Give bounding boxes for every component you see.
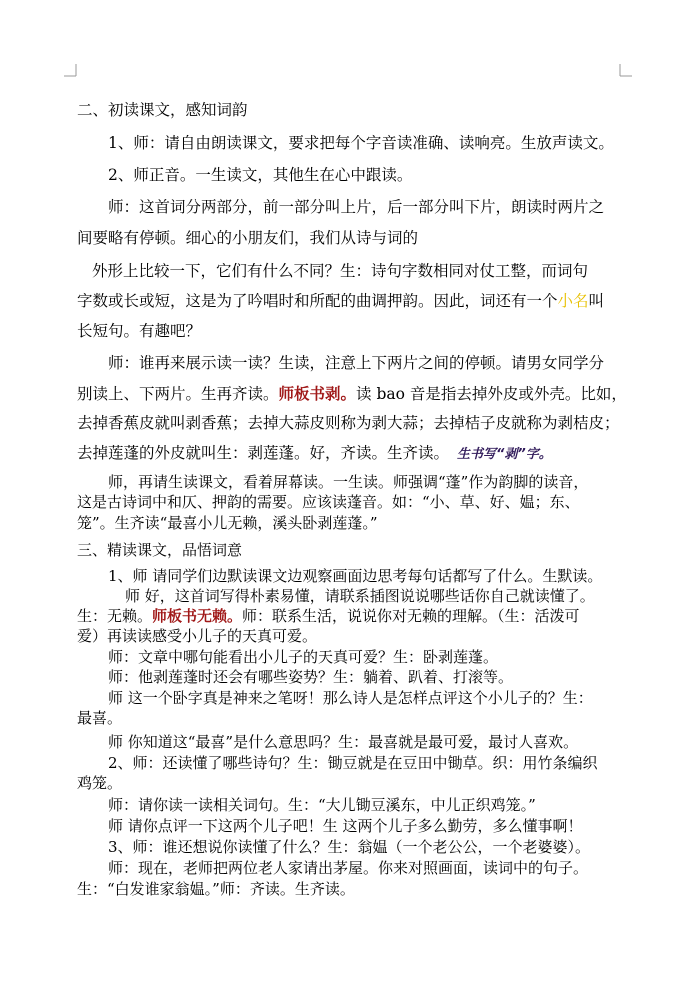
- line-text: 师：联系生活，说说你对无赖的理解。（生：活泼可: [242, 607, 580, 625]
- line-text: 别读上、下两片。生再齐读。: [77, 385, 279, 403]
- paragraph-line: 3、师：谁还想说你读懂了什么？生：翁媪（一个老公公，一个老婆婆）。: [108, 838, 591, 856]
- paragraph-line: 师：这首词分两部分，前一部分叫上片，后一部分叫下片，朗读时两片之: [108, 198, 605, 216]
- paragraph-line: 师：他剥莲蓬时还会有哪些姿势？生：躺着、趴着、打滚等。: [108, 668, 514, 686]
- paragraph-line: 师：文章中哪句能看出小儿子的天真可爱？生：卧剥莲蓬。: [108, 648, 499, 666]
- paragraph-line: 2、师正音。一生读文，其他生在心中跟读。: [108, 166, 413, 184]
- paragraph-line: 长短句。有趣吧？: [77, 322, 202, 340]
- paragraph-line: 外形上比较一下，它们有什么不同？生：诗句字数相同对仗工整，而词句: [92, 262, 589, 280]
- paragraph-line: 师，再请生读课文，看着屏幕读。一生读。师强调“蓬”作为韵脚的读音，: [108, 473, 589, 491]
- line-text: 读 bao 音是指去掉外皮或外壳。比如，: [356, 385, 627, 403]
- paragraph-line: 1、师：请自由朗读课文，要求把每个字音读准确、读响亮。生放声读文。: [108, 134, 614, 152]
- paragraph-line: 去掉香蕉皮就叫剥香蕉；去掉大蒜皮则称为剥大蒜；去掉桔子皮就称为剥桔皮；: [77, 414, 620, 432]
- line-text: 字数或长或短，这是为了吟唱时和所配的曲调押韵。因此，词还有一个: [77, 292, 558, 310]
- paragraph-line: 2、师：还读懂了哪些诗句？生：锄豆就是在豆田中锄草。织：用竹条编织: [108, 754, 598, 772]
- paragraph-line: 间要略有停顿。细心的小朋友们，我们从诗与词的: [77, 229, 419, 247]
- paragraph-line: 师 好，这首词写得朴素易懂，请联系插图说说哪些话你自己就读懂了。: [125, 587, 595, 605]
- paragraph-line: [77, 292, 604, 311]
- board-note: 师板书剥。: [278, 384, 357, 403]
- line-text: 去掉莲蓬的外皮就叫生：剥莲蓬。好，齐读。生齐读。: [77, 444, 450, 462]
- paragraph-line: 师 你知道这“最喜”是什么意思吗？生：最喜就是最可爱，最讨人喜欢。: [108, 733, 579, 751]
- paragraph-line: 最喜。: [77, 709, 123, 727]
- paragraph-line: 师 请你点评一下这两个儿子吧！生 这两个儿子多么勤劳，多么懂事啊！: [108, 817, 583, 835]
- paragraph-line: [77, 384, 627, 404]
- section-heading-2: 三、精读课文，品悟词意: [77, 541, 243, 559]
- highlight-text: 小名: [557, 292, 589, 310]
- paragraph-line: 师 这一个卧字真是神来之笔呀！那么诗人是怎样点评这个小儿子的？生：: [108, 689, 593, 707]
- paragraph-line: 师：请你读一读相关词句。生：“大儿锄豆溪东，中儿正织鸡笼。”: [108, 796, 536, 814]
- paragraph-line: [77, 607, 580, 625]
- handwriting-note: 生书写“剥”字。: [457, 447, 552, 462]
- line-text: 生：无赖。: [77, 607, 153, 625]
- paragraph-line: 师：现在，老师把两位老人家请出茅屋。你来对照画面，读词中的句子。: [108, 859, 589, 877]
- board-note: 师板书无赖。: [152, 607, 243, 625]
- line-text: 叫: [588, 292, 605, 310]
- paragraph-line: 这是古诗词中和仄、押韵的需要。应该读蓬音。如：“小、草、好、媪；东、: [77, 493, 580, 511]
- paragraph-line: 师：谁再来展示读一读？生读，注意上下两片之间的停顿。请男女同学分: [108, 354, 605, 372]
- paragraph-line: 鸡笼。: [77, 774, 123, 792]
- section-heading-1: 二、初读课文，感知词韵: [77, 101, 248, 119]
- paragraph-line: 爱）再读读感受小儿子的天真可爱。: [77, 627, 318, 645]
- paragraph-line: 笼”。生齐读“最喜小儿无赖，溪头卧剥莲蓬。”: [77, 514, 378, 532]
- paragraph-line: 生：“白发谁家翁媪。”师：齐读。生齐读。: [77, 880, 355, 898]
- paragraph-line: 1、师 请同学们边默读课文边观察画面边思考每句话都写了什么。生默读。: [108, 567, 603, 585]
- paragraph-line: [77, 444, 552, 464]
